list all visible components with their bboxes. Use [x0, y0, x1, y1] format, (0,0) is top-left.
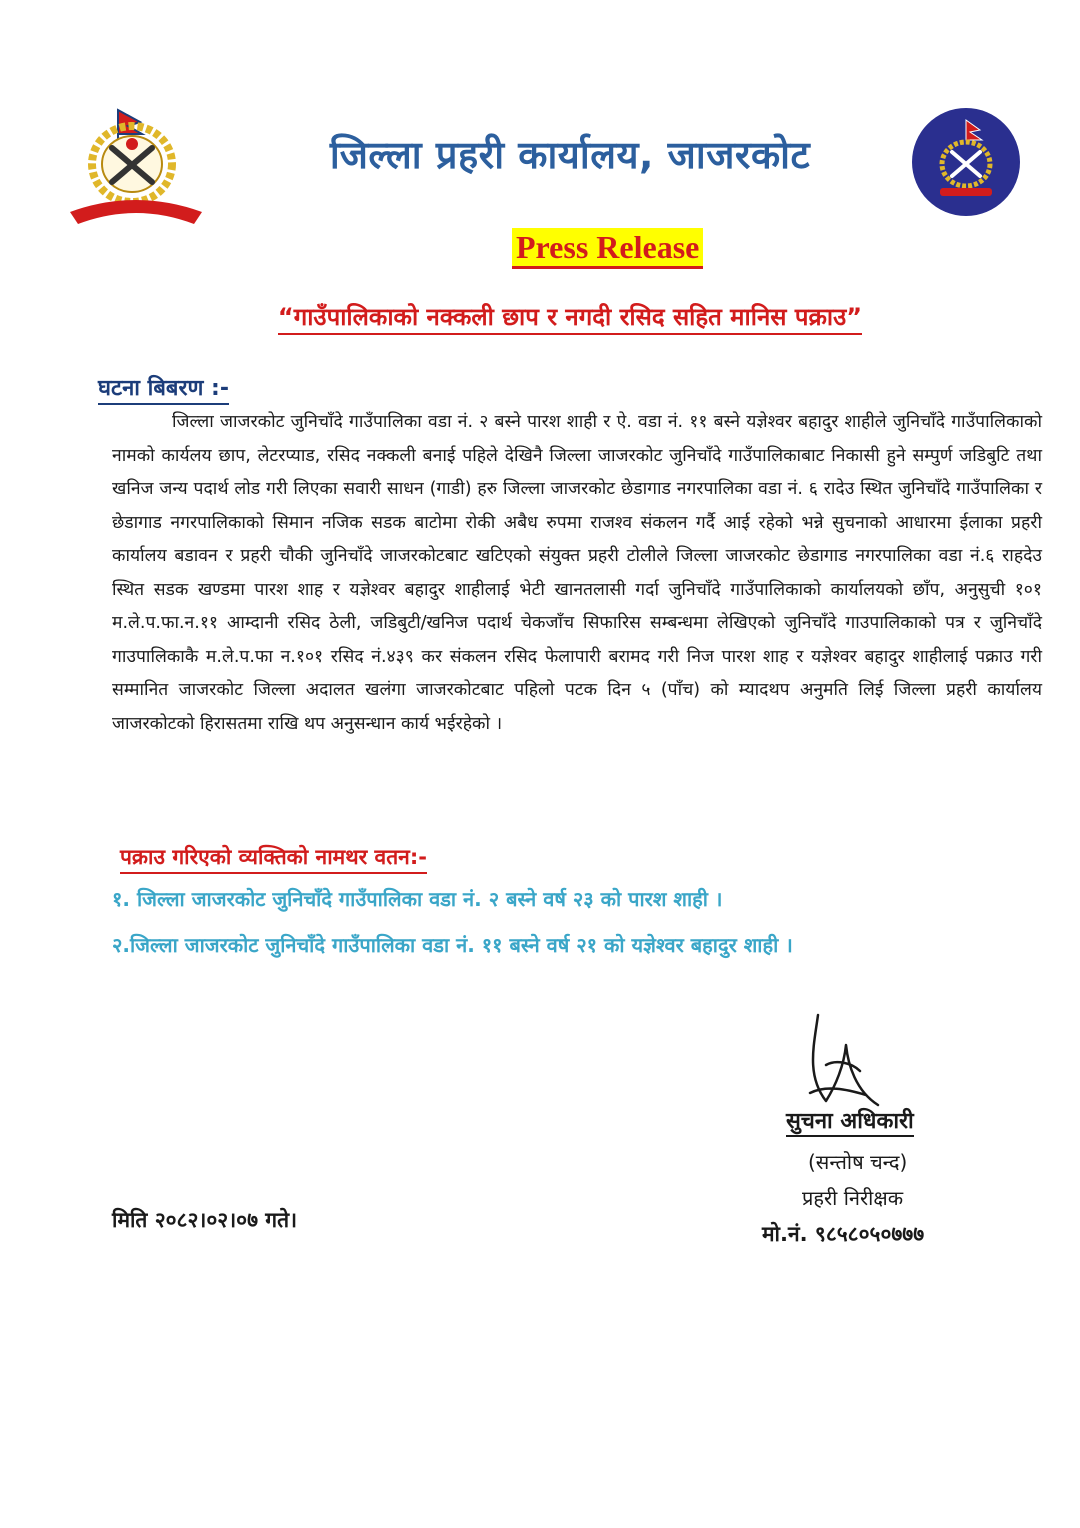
headline — [200, 300, 940, 333]
arrested-person-1: १. जिल्ला जाजरकोट जुनिचाँदे गाउँपालिका वडा नं. २ बस्ने वर्ष २३ को पारश शाही । — [112, 887, 723, 911]
handwritten-signature-icon — [796, 1005, 896, 1115]
nepal-police-emblem-icon — [66, 104, 206, 232]
signatory-name: (सन्तोष चन्द) — [808, 1150, 908, 1174]
office-title: जिल्ला प्रहरी कार्यालय, जाजरकोट — [329, 133, 811, 177]
nepal-police-round-badge-icon — [910, 106, 1022, 218]
signatory-title: सुचना अधिकारी — [786, 1105, 914, 1137]
headline-text: “गाउँपालिकाको नक्कली छाप र नगदी रसिद सहित मानिस पक्राउ” — [278, 303, 862, 335]
arrested-person-2: २.जिल्ला जाजरकोट जुनिचाँदे गाउँपालिका वडा नं. ११ बस्ने वर्ष २१ को यज्ञेश्वर बहादुर शाही । — [112, 933, 793, 957]
signatory-rank: प्रहरी निरीक्षक — [802, 1186, 904, 1210]
incident-description: जिल्ला जाजरकोट जुनिचाँदे गाउँपालिका वडा नं. २ बस्ने पारश शाही र ऐ. वडा नं. ११ बस्ने यज्ञेश्वर बहादुर शाहीले जुनिचाँदे गाउँपालिकाको नामको कार्यलय छाप, लेटरप्याड, रसिद नक्कली बनाई पहिले देखिनै जिल्ला जाजरकोट जुनिचाँदे गाउँपालिकाबाट निकासी हुने सम्पुर्ण जडिबुटि तथा खनिज जन्य पदार्थ लोड गरी लिएका सवारी साधन (गाडी) हरु जिल्ला जाजरकोट छेडागाड नगरपालिका वडा नं. ६ रादेउ स्थित जुनिचाँदे गाउँपालिका र छेडागाड नगरपालिकाको सिमान नजिक सडक बाटोमा रोकी अबैध रुपमा राजश्व संकलन गर्दै आई रहेको भन्ने सुचनाको आधारमा ईलाका प्रहरी कार्यालय बडावन र प्रहरी चौकी जुनिचाँदे जाजरकोटबाट खटिएको संयुक्त प्रहरी टोलीले जिल्ला जाजरकोट छेडागाड नगरपालिका वडा नं.६ राहदेउ स्थित सडक खण्डमा पारश शाह र यज्ञेश्वर बहादुर शाहीलाई भेटी खानतलासी गर्दा जुनिचाँदे गाउँपालिकाको कार्यालयको छाँप, अनुसुची १०१ म.ले.प.फा.न.११ आम्दानी रसिद ठेली, जडिबुटी/खनिज पदार्थ चेकजाँच सिफारिस सम्बन्धमा लेखिएको जुनिचाँदे गाउपालिकाको पत्र र जुनिचाँदे गाउपालिकाकै म.ले.प.फा न.१०१ रसिद नं.४३९ कर संकलन रसिद फेलापारी बरामद गरी निज पारश शाह र यज्ञेश्वर बहादुर शाहीलाई पक्राउ गरी सम्मानित जाजरकोट जिल्ला अदालत खलंगा जाजरकोटबाट पहिलो पटक दिन ५ (पाँच) को म्यादथप अनुमति लिई जिल्ला प्रहरी कार्यालय जाजरकोटको हिरासतमा राखि थप अनुसन्धान कार्य भईरहेको । — [112, 412, 1042, 734]
arrested-heading: पक्राउ गरिएको व्यक्तिको नामथर वतन:- — [120, 843, 427, 874]
incident-heading: घटना बिबरण :- — [98, 372, 229, 405]
signatory-phone: मो.नं. ९८५८०५०७७७ — [762, 1222, 925, 1246]
issue-date: मिति २०८२।०२।०७ गते। — [112, 1208, 298, 1232]
press-release-label: Press Release — [512, 228, 703, 269]
